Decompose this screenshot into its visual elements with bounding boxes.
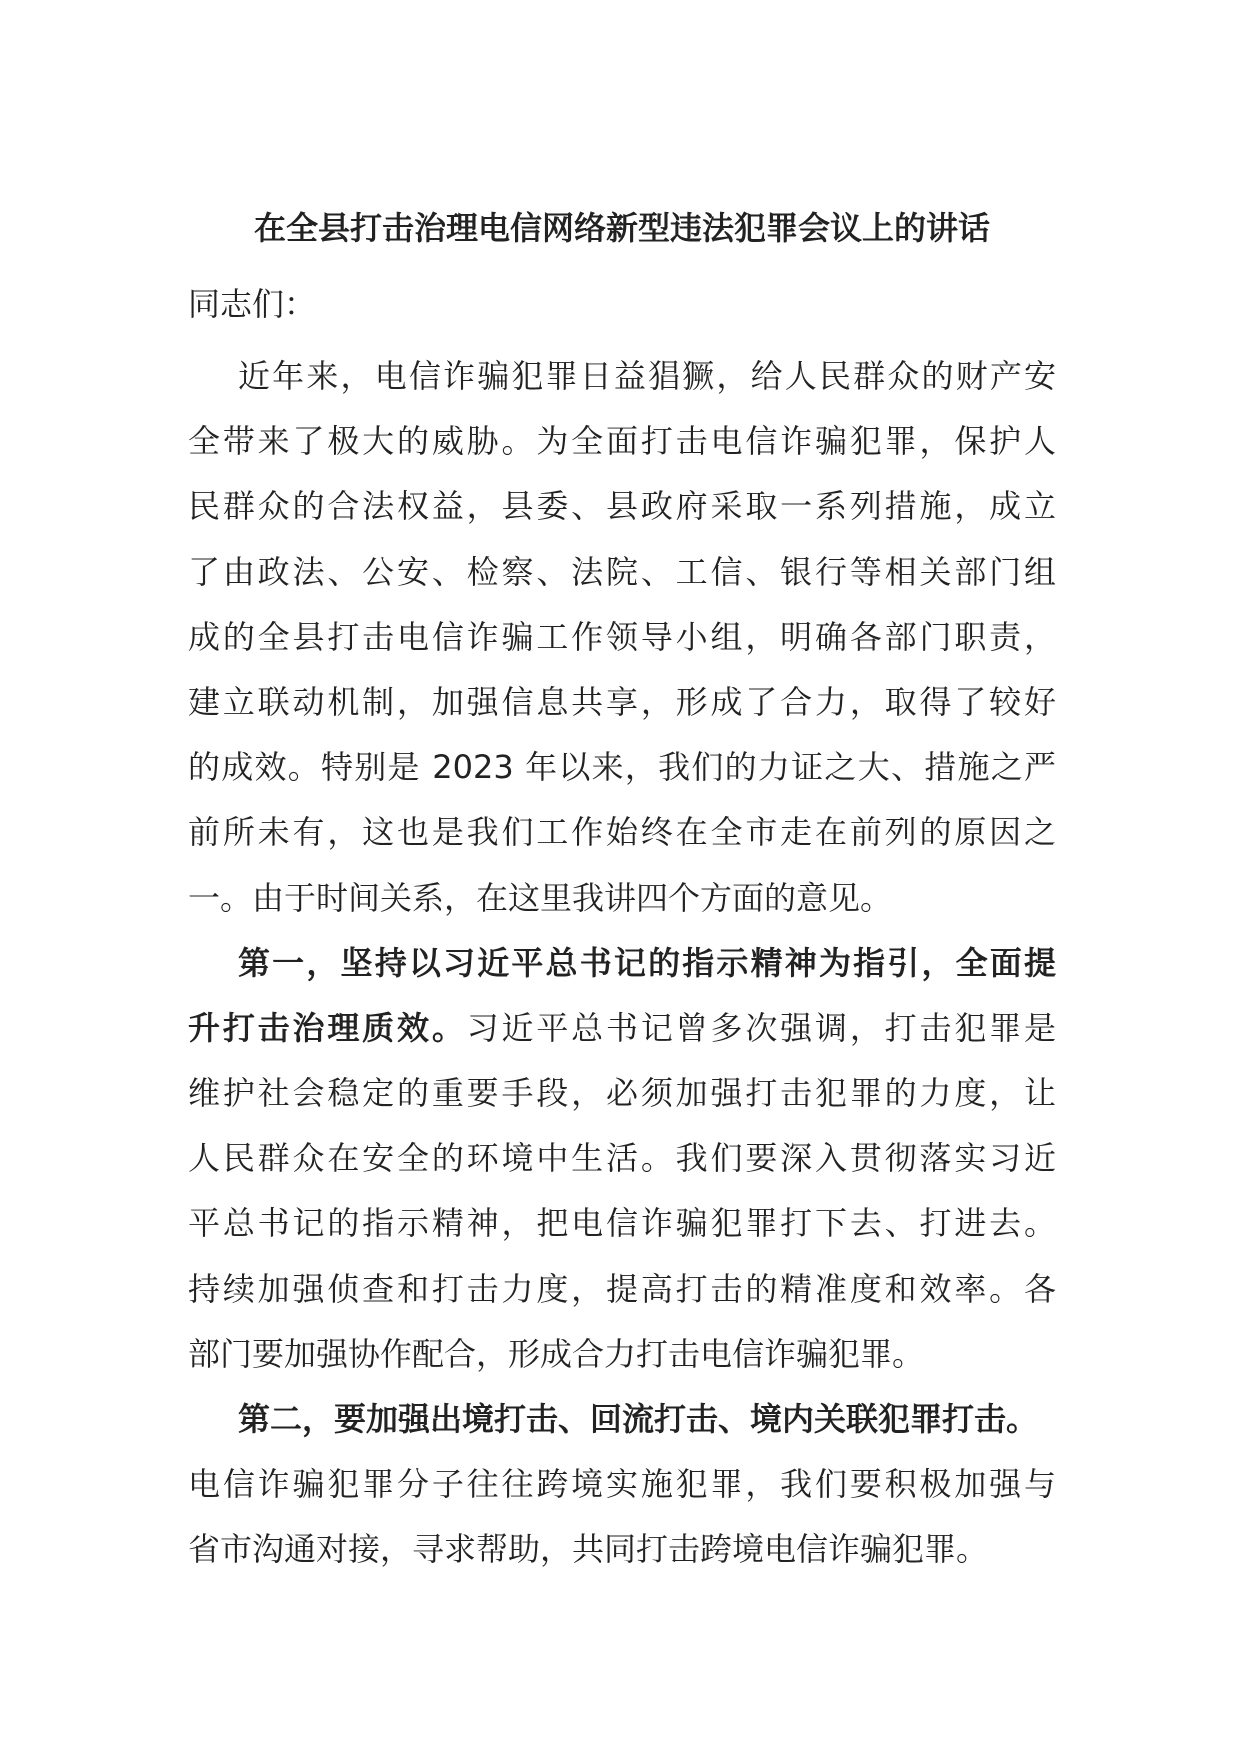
text-line: 近年来，电信诈骗犯罪日益猖獗，给人民群众的财产安	[238, 357, 1056, 395]
text-line: 省市沟通对接，寻求帮助，共同打击跨境电信诈骗犯罪。	[188, 1530, 989, 1569]
text-line: 电信诈骗犯罪分子往往跨境实施犯罪，我们要积极加强与	[188, 1465, 1056, 1504]
text-line: 了由政法、公安、检察、法院、工信、银行等相关部门组	[188, 552, 1056, 591]
salutation: 同志们：	[188, 285, 317, 323]
document-title: 在全县打击治理电信网络新型违法犯罪会议上的讲话	[253, 209, 990, 247]
paragraph-first-point	[188, 931, 1056, 1387]
text-run: 习近平总书记曾多次强调，打击犯罪是	[466, 1008, 1056, 1047]
paragraph-intro	[188, 344, 1056, 931]
document-body	[188, 344, 1056, 1583]
text-line: 维护社会稳定的重要手段，必须加强打击犯罪的力度，让	[188, 1074, 1056, 1113]
text-line	[188, 996, 1056, 1061]
text-line	[188, 1387, 1056, 1452]
text-line: 平总书记的指示精神，把电信诈骗犯罪打下去、打进去。	[188, 1204, 1056, 1243]
section-heading: 第二，要加强出境打击、回流打击、境内关联犯罪打击。	[238, 1400, 1039, 1438]
text-line: 成的全县打击电信诈骗工作领导小组，明确各部门职责，	[188, 617, 1056, 656]
section-heading: 第一，坚持以习近平总书记的指示精神为指引，全面提	[238, 943, 1056, 982]
text-line: 全带来了极大的威胁。为全面打击电信诈骗犯罪，保护人	[188, 422, 1056, 461]
text-line: 建立联动机制，加强信息共享，形成了合力，取得了较好	[188, 682, 1056, 721]
paragraph-second-point	[188, 1387, 1056, 1583]
text-line: 前所未有，这也是我们工作始终在全市走在前列的原因之	[188, 813, 1056, 852]
text-line: 人民群众在安全的环境中生活。我们要深入贯彻落实习近	[188, 1139, 1056, 1178]
text-line: 民群众的合法权益，县委、县政府采取一系列措施，成立	[188, 487, 1056, 526]
text-line	[188, 931, 1056, 996]
text-line: 部门要加强协作配合，形成合力打击电信诈骗犯罪。	[188, 1334, 925, 1373]
section-heading: 升打击治理质效。	[188, 1008, 467, 1047]
text-line: 的成效。特别是 2023 年以来，我们的力证之大、措施之严	[188, 748, 1056, 787]
text-line: 持续加强侦查和打击力度，提高打击的精准度和效率。各	[188, 1269, 1056, 1308]
text-line: 一。由于时间关系，在这里我讲四个方面的意见。	[188, 878, 893, 917]
